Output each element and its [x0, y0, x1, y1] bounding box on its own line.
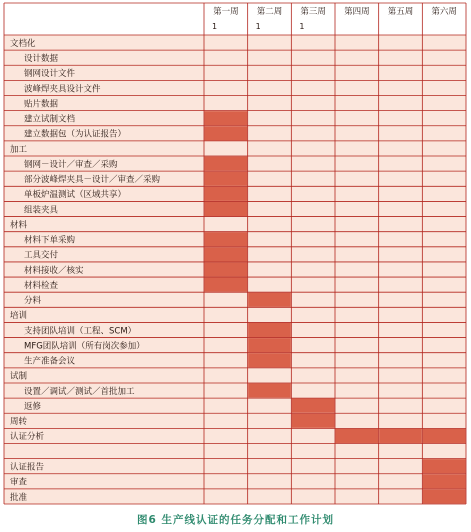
task-bar: [336, 429, 379, 443]
task-bar: [248, 353, 291, 367]
figure-caption: 图6 生产线认证的任务分配和工作计划: [137, 514, 334, 526]
task-label: 生产准备会议: [24, 356, 76, 367]
week-header: 第二周: [256, 7, 283, 17]
task-group-label: 加工: [10, 144, 28, 155]
task-bar: [423, 429, 466, 443]
task-group-label: 试制: [10, 371, 28, 382]
task-bar: [292, 414, 335, 428]
task-label: 波峰焊夹具设计文件: [24, 84, 101, 95]
task-label: 设置／调试／测试／首批加工: [24, 386, 135, 397]
task-bar: [248, 383, 291, 397]
week-subheader: 1: [255, 22, 261, 31]
task-label: 工具交付: [24, 250, 59, 261]
task-bar: [205, 262, 248, 276]
task-label: MFG团队培训（所有岗次参加）: [24, 341, 145, 352]
task-bar: [205, 126, 248, 140]
week-header: 第三周: [300, 7, 326, 17]
task-label: 分料: [24, 296, 42, 307]
task-bar: [248, 293, 291, 307]
task-bar: [423, 474, 466, 488]
task-label: 材料接收／核实: [24, 265, 84, 276]
task-label: 钢网－设计／审查／采购: [24, 159, 118, 170]
task-group-label: 认证分析: [10, 432, 45, 443]
task-group-label: 培训: [10, 311, 28, 322]
week-subheader: 1: [212, 22, 218, 31]
task-label: 钢网设计文件: [24, 69, 76, 80]
task-label: 单板炉温测试（区域共享）: [24, 190, 127, 201]
task-label: 支持团队培训（工程、SCM）: [24, 326, 137, 337]
task-bar: [423, 489, 466, 503]
task-bar: [205, 232, 248, 246]
task-group-label: 周转: [10, 417, 28, 428]
task-group-label: 材料: [10, 220, 28, 231]
task-bar: [248, 323, 291, 337]
task-group-label: 审查: [10, 477, 28, 488]
task-bar: [292, 399, 335, 413]
task-bar: [379, 429, 422, 443]
task-label: 设计数据: [24, 54, 59, 65]
task-group-label: 认证报告: [10, 462, 45, 473]
week-header: 第六周: [431, 7, 457, 17]
week-header: 第五周: [387, 7, 414, 17]
task-bar: [205, 187, 248, 201]
week-header: 第四周: [344, 7, 370, 17]
task-label: 贴片数据: [24, 99, 59, 110]
task-label: 材料检查: [24, 280, 59, 291]
week-header: 第一周: [213, 7, 239, 17]
task-bar: [205, 111, 248, 125]
task-label: 建立试制文档: [24, 114, 76, 125]
task-label: 返修: [24, 401, 42, 412]
task-bar: [423, 459, 466, 473]
task-label: 部分波峰焊夹具－设计／审查／采购: [24, 175, 161, 186]
task-label: 材料下单采购: [24, 235, 76, 246]
week-subheader: 1: [299, 22, 305, 31]
task-group-label: 批准: [10, 492, 28, 503]
task-label: 建立数据包（为认证报告）: [24, 129, 127, 140]
task-bar: [205, 202, 248, 216]
task-bar: [205, 172, 248, 186]
task-label: 组装夹具: [24, 205, 59, 216]
task-group-label: 文档化: [10, 38, 36, 49]
task-bar: [205, 157, 248, 171]
task-bar: [205, 247, 248, 261]
task-bar: [205, 278, 248, 292]
task-bar: [248, 338, 291, 352]
